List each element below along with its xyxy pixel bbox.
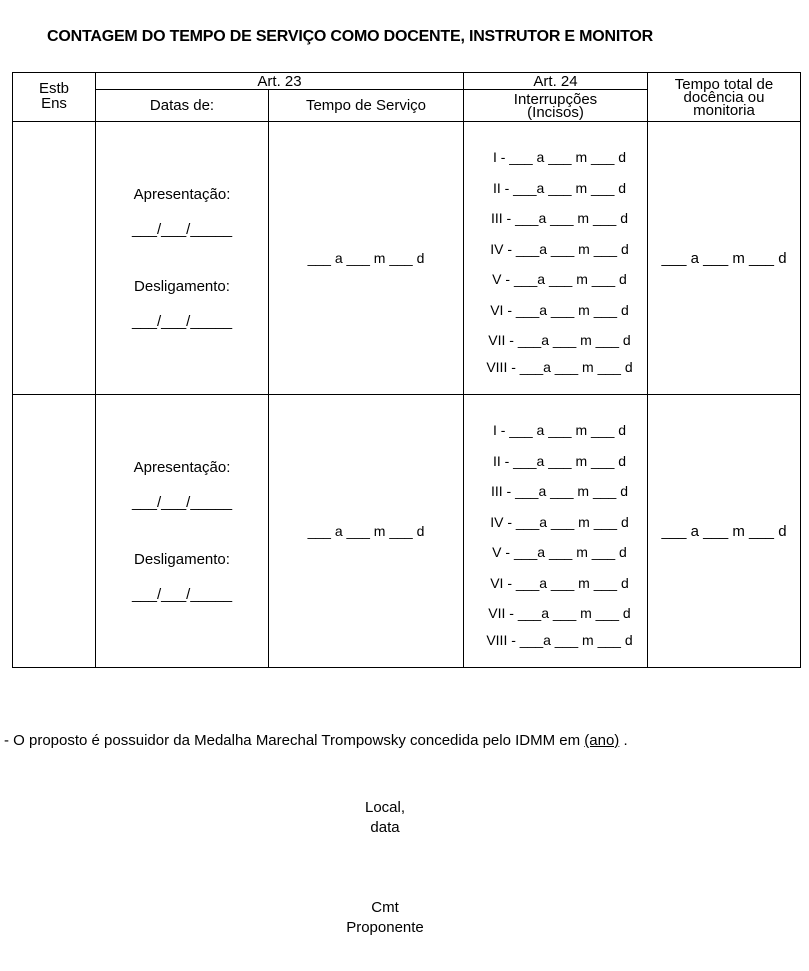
year-field[interactable]: (ano) [584, 732, 620, 749]
header-datas: Datas de: [96, 90, 269, 122]
inciso-field[interactable]: VI - ___a ___ m ___ d [490, 301, 629, 318]
desligamento-label: Desligamento: [134, 278, 230, 295]
incisos-cell [464, 395, 648, 668]
local-data-block [0, 798, 770, 838]
header-art23: Art. 23 [96, 73, 464, 90]
tempo-servico-field[interactable]: ___ a ___ m ___ d [269, 395, 464, 668]
inciso-field[interactable]: I - ___ a ___ m ___ d [492, 148, 627, 165]
inciso-field[interactable]: I - ___ a ___ m ___ d [492, 421, 627, 438]
inciso-field[interactable]: II - ___a ___ m ___ d [492, 179, 627, 196]
tempo-servico-field[interactable]: ___ a ___ m ___ d [269, 122, 464, 395]
medal-note [4, 732, 628, 749]
inciso-field[interactable]: V - ___a ___ m ___ d [492, 271, 627, 288]
desligamento-date-field[interactable]: ___/___/_____ [131, 586, 233, 603]
apresentacao-label: Apresentação: [133, 186, 231, 203]
apresentacao-label: Apresentação: [133, 459, 231, 476]
cmt-label: Cmt [371, 899, 399, 916]
incisos-cell [464, 122, 648, 395]
inciso-field[interactable]: IV - ___a ___ m ___ d [490, 513, 629, 530]
local-label: Local, [364, 799, 406, 816]
inciso-field[interactable]: III - ___a ___ m ___ d [491, 210, 628, 227]
header-interrupcoes [464, 90, 648, 122]
header-tempo-servico: Tempo de Serviço [269, 90, 464, 122]
estb-cell [13, 122, 96, 395]
inciso-field[interactable]: III - ___a ___ m ___ d [491, 483, 628, 500]
signature-block [0, 898, 770, 938]
inciso-field[interactable]: II - ___a ___ m ___ d [492, 452, 627, 469]
header-estb-ens [13, 73, 96, 122]
proponente-label: Proponente [346, 919, 424, 936]
header-row-1 [13, 73, 801, 90]
desligamento-date-field[interactable]: ___/___/_____ [131, 313, 233, 330]
header-interrupcoes-line1: Interrupções [513, 90, 598, 108]
header-total-line2: docência ou [683, 88, 765, 106]
apresentacao-date-field[interactable]: ___/___/_____ [131, 221, 233, 238]
estb-cell [13, 395, 96, 668]
inciso-field[interactable]: VIII - ___a ___ m ___ d [486, 359, 633, 376]
data-label: data [370, 819, 400, 836]
header-ens: Ens [41, 95, 67, 112]
apresentacao-date-field[interactable]: ___/___/_____ [131, 494, 233, 511]
tempo-total-field[interactable]: ___ a ___ m ___ d [648, 395, 801, 668]
header-interrupcoes-line2: (Incisos) [527, 103, 584, 121]
page-title: CONTAGEM DO TEMPO DE SERVIÇO COMO DOCENTE, INSTRUTOR E MONITOR [47, 28, 654, 45]
inciso-field[interactable]: VII - ___a ___ m ___ d [488, 605, 631, 622]
table-row [13, 395, 801, 668]
inciso-field[interactable]: VI - ___a ___ m ___ d [490, 574, 629, 591]
medal-note-end: . [619, 732, 628, 749]
dates-cell [96, 395, 269, 668]
header-total-line1: Tempo total de [674, 75, 774, 93]
inciso-field[interactable]: IV - ___a ___ m ___ d [490, 240, 629, 257]
inciso-field[interactable]: VIII - ___a ___ m ___ d [486, 632, 633, 649]
inciso-field[interactable]: V - ___a ___ m ___ d [492, 544, 627, 561]
service-time-table [12, 72, 801, 668]
inciso-field[interactable]: VII - ___a ___ m ___ d [488, 332, 631, 349]
header-total-line3: monitoria [693, 101, 755, 119]
header-art24: Art. 24 [464, 73, 648, 90]
desligamento-label: Desligamento: [134, 551, 230, 568]
tempo-total-field[interactable]: ___ a ___ m ___ d [648, 122, 801, 395]
dates-cell [96, 122, 269, 395]
header-estb: Estb [38, 80, 69, 97]
medal-note-text: - O proposto é possuidor da Medalha Marechal Trompowsky concedida pelo IDMM em [4, 732, 585, 749]
table-row [13, 122, 801, 395]
header-total [648, 73, 801, 122]
